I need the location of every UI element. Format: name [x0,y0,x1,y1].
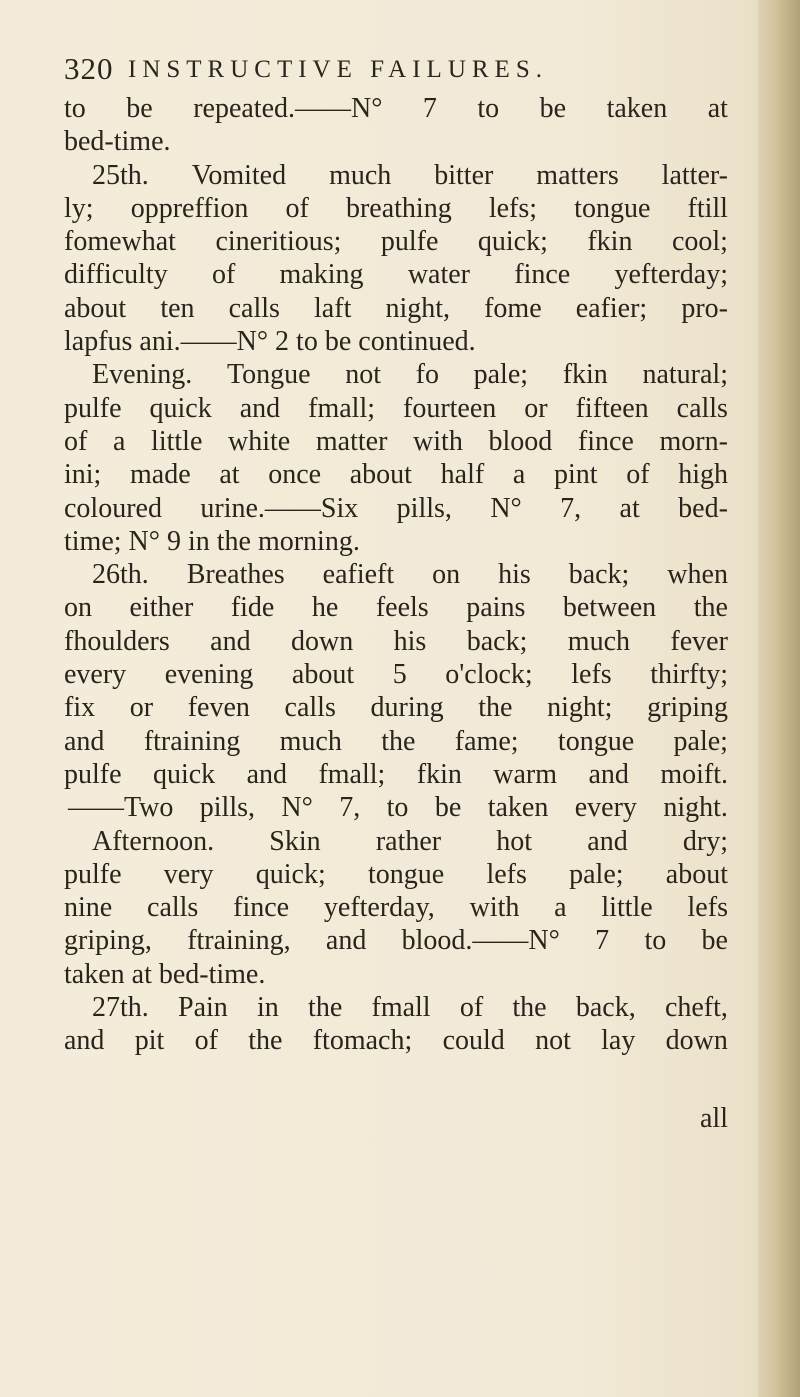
text-line: every evening about 5 o'clock; lefs thirfty; [64,659,728,691]
text-line: on either fide he feels pains between the [64,592,728,624]
body-text [64,92,728,1058]
text-line: to be repeated.——N° 7 to be taken at [64,93,728,124]
text-line: 25th. Vomited much bitter matters latter- [92,159,728,191]
text-line: 26th. Breathes eafieft on his back; when [92,559,728,591]
text-line: nine calls fince yefterday, with a little lefs [64,892,728,924]
text-line: 27th. Pain in the fmall of the back, cheft, [92,992,728,1024]
text-line: time; N° 9 in the morning. [64,525,360,557]
text-line: lapfus ani.——N° 2 to be continued. [64,326,476,358]
catchword: all [700,1103,728,1134]
running-head: INSTRUCTIVE FAILURES. [128,56,548,83]
text-line: fix or feven calls during the night; griping [64,692,728,724]
page-header [64,48,724,90]
text-line: fhoulders and down his back; much fever [64,625,728,657]
text-line: of a little white matter with blood fince morn- [64,425,728,457]
text-line: pulfe quick and fmall; fkin warm and moift. [64,758,728,790]
text-line: ini; made at once about half a pint of high [64,459,728,491]
text-line: griping, ftraining, and blood.——N° 7 to be [64,925,728,957]
text-line: pulfe very quick; tongue lefs pale; about [64,858,728,890]
text-line: pulfe quick and fmall; fourteen or fifteen calls [64,392,728,424]
text-line: fomewhat cineritious; pulfe quick; fkin cool; [64,226,728,258]
text-line: difficulty of making water fince yefterday; [64,259,728,291]
page-spine-shadow [758,0,800,1397]
text-line: ly; oppreffion of breathing lefs; tongue ftill [64,192,728,224]
text-line: Afternoon. Skin rather hot and dry; [92,825,728,857]
text-line: Evening. Tongue not fo pale; fkin natural; [92,359,728,391]
text-line: coloured urine.——Six pills, N° 7, at bed- [64,492,728,524]
text-line: about ten calls laft night, fome eafier; pro- [64,292,728,324]
text-line: taken at bed-time. [64,958,266,990]
text-line: and ftraining much the fame; tongue pale; [64,725,728,757]
text-line: bed-time. [64,126,171,158]
text-line: ——Two pills, N° 7, to be taken every night. [68,792,728,824]
page-number: 320 [64,51,114,86]
text-line: and pit of the ftomach; could not lay down [64,1025,728,1057]
